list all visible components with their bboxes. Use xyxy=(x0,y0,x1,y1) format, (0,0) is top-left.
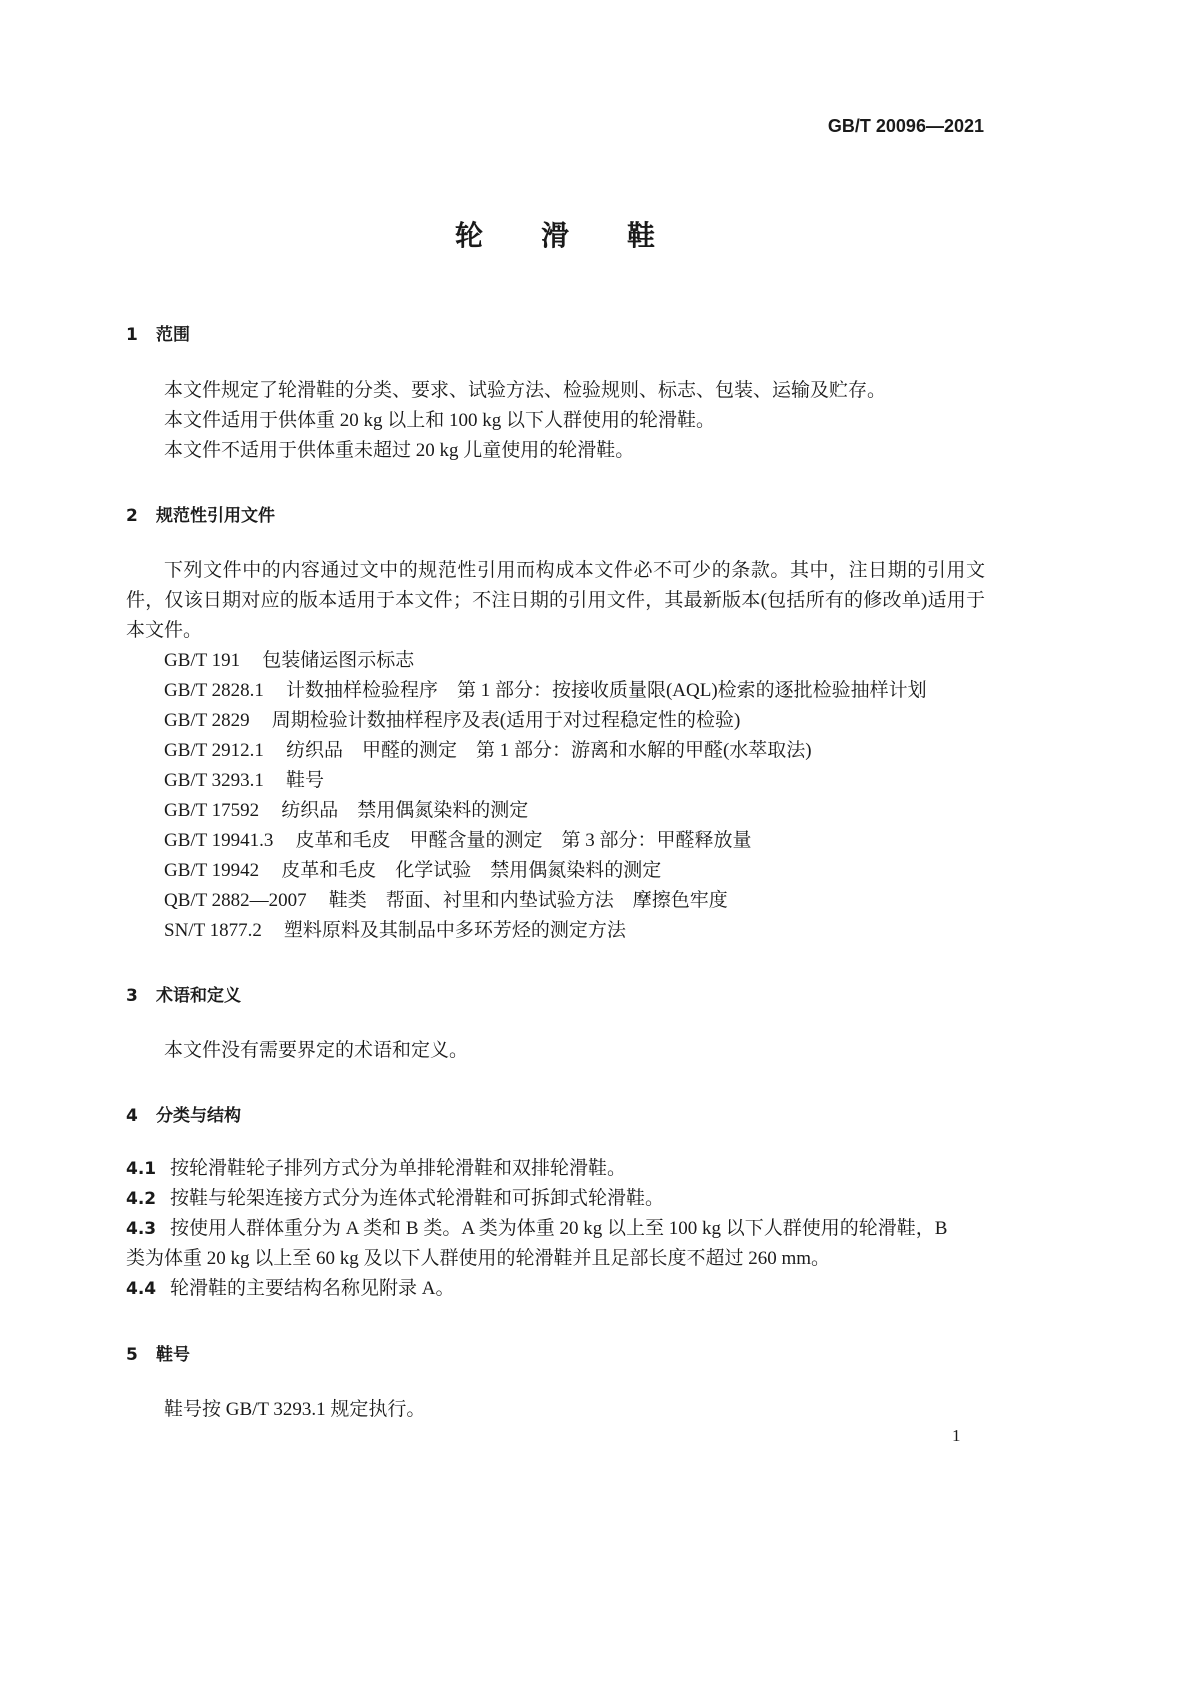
reference-code: GB/T 19941.3 xyxy=(164,830,274,851)
document-title: 轮滑鞋 xyxy=(454,219,713,252)
reference-item xyxy=(164,856,661,886)
clause-4-1: 4.1 按轮滑鞋轮子排列方式分为单排轮滑鞋和双排轮滑鞋。 xyxy=(126,1158,627,1179)
paragraph-line: 下列文件中的内容通过文中的规范性引用而构成本文件必不可少的条款。其中，注日期的引用文 xyxy=(164,560,985,581)
reference-item xyxy=(164,826,751,856)
paragraph: 本文件适用于供体重 20 kg 以上和 100 kg 以下人群使用的轮滑鞋。 xyxy=(164,410,716,431)
reference-title: 纺织品 甲醛的测定 第 1 部分：游离和水解的甲醛(水萃取法) xyxy=(285,740,812,761)
reference-code: GB/T 19942 xyxy=(164,860,260,881)
reference-code: SN/T 1877.2 xyxy=(164,920,262,941)
reference-title: 包装储运图示标志 xyxy=(262,650,415,671)
clause-4-4: 4.4 轮滑鞋的主要结构名称见附录 A。 xyxy=(126,1278,455,1299)
reference-title: 鞋类 帮面、衬里和内垫试验方法 摩擦色牢度 xyxy=(328,890,728,911)
reference-code: GB/T 3293.1 xyxy=(164,770,264,791)
standard-number: GB/T 20096—2021 xyxy=(827,116,984,136)
paragraph-line: 件，仅该日期对应的版本适用于本文件；不注日期的引用文件，其最新版本(包括所有的修改单)适用于 xyxy=(126,590,985,611)
reference-title: 皮革和毛皮 化学试验 禁用偶氮染料的测定 xyxy=(281,860,662,881)
reference-item xyxy=(164,796,528,826)
reference-title: 皮革和毛皮 甲醛含量的测定 第 3 部分：甲醛释放量 xyxy=(295,830,752,851)
reference-code: GB/T 2912.1 xyxy=(164,740,264,761)
reference-title: 塑料原料及其制品中多环芳烃的测定方法 xyxy=(283,920,626,941)
reference-code: GB/T 2829 xyxy=(164,710,250,731)
reference-title: 纺织品 禁用偶氮染料的测定 xyxy=(281,800,529,821)
clause-4-3-continuation: 类为体重 20 kg 以上至 60 kg 及以下人群使用的轮滑鞋并且足部长度不超过 260 mm。 xyxy=(126,1248,831,1269)
section-heading-3: 3 术语和定义 xyxy=(126,986,241,1006)
section-heading-2: 2 规范性引用文件 xyxy=(126,506,275,526)
reference-item xyxy=(164,676,927,706)
clause-4-3: 4.3 按使用人群体重分为 A 类和 B 类。A 类为体重 20 kg 以上至 100 kg 以下人群使用的轮滑鞋，B xyxy=(126,1218,948,1239)
reference-item xyxy=(164,736,812,766)
paragraph: 本文件规定了轮滑鞋的分类、要求、试验方法、检验规则、标志、包装、运输及贮存。 xyxy=(164,380,887,401)
reference-title: 周期检验计数抽样程序及表(适用于对过程稳定性的检验) xyxy=(271,710,741,731)
reference-title: 鞋号 xyxy=(285,770,324,791)
page-number: 1 xyxy=(952,1426,961,1445)
reference-item xyxy=(164,646,414,676)
section-heading-5: 5 鞋号 xyxy=(126,1345,190,1365)
clause-4-2: 4.2 按鞋与轮架连接方式分为连体式轮滑鞋和可拆卸式轮滑鞋。 xyxy=(126,1188,665,1209)
paragraph-line: 本文件。 xyxy=(126,620,203,641)
reference-item xyxy=(164,886,728,916)
reference-item xyxy=(164,706,740,736)
section-heading-1: 1 范围 xyxy=(126,325,190,345)
paragraph: 鞋号按 GB/T 3293.1 规定执行。 xyxy=(164,1399,426,1420)
paragraph: 本文件没有需要界定的术语和定义。 xyxy=(164,1040,469,1061)
reference-code: GB/T 17592 xyxy=(164,800,260,821)
section-heading-4: 4 分类与结构 xyxy=(126,1106,241,1126)
reference-title: 计数抽样检验程序 第 1 部分：按接收质量限(AQL)检索的逐批检验抽样计划 xyxy=(285,680,927,701)
paragraph: 本文件不适用于供体重未超过 20 kg 儿童使用的轮滑鞋。 xyxy=(164,440,635,461)
reference-code: GB/T 191 xyxy=(164,650,241,671)
reference-item xyxy=(164,766,324,796)
reference-item xyxy=(164,916,626,946)
reference-code: GB/T 2828.1 xyxy=(164,680,264,701)
reference-code: QB/T 2882—2007 xyxy=(164,890,307,911)
